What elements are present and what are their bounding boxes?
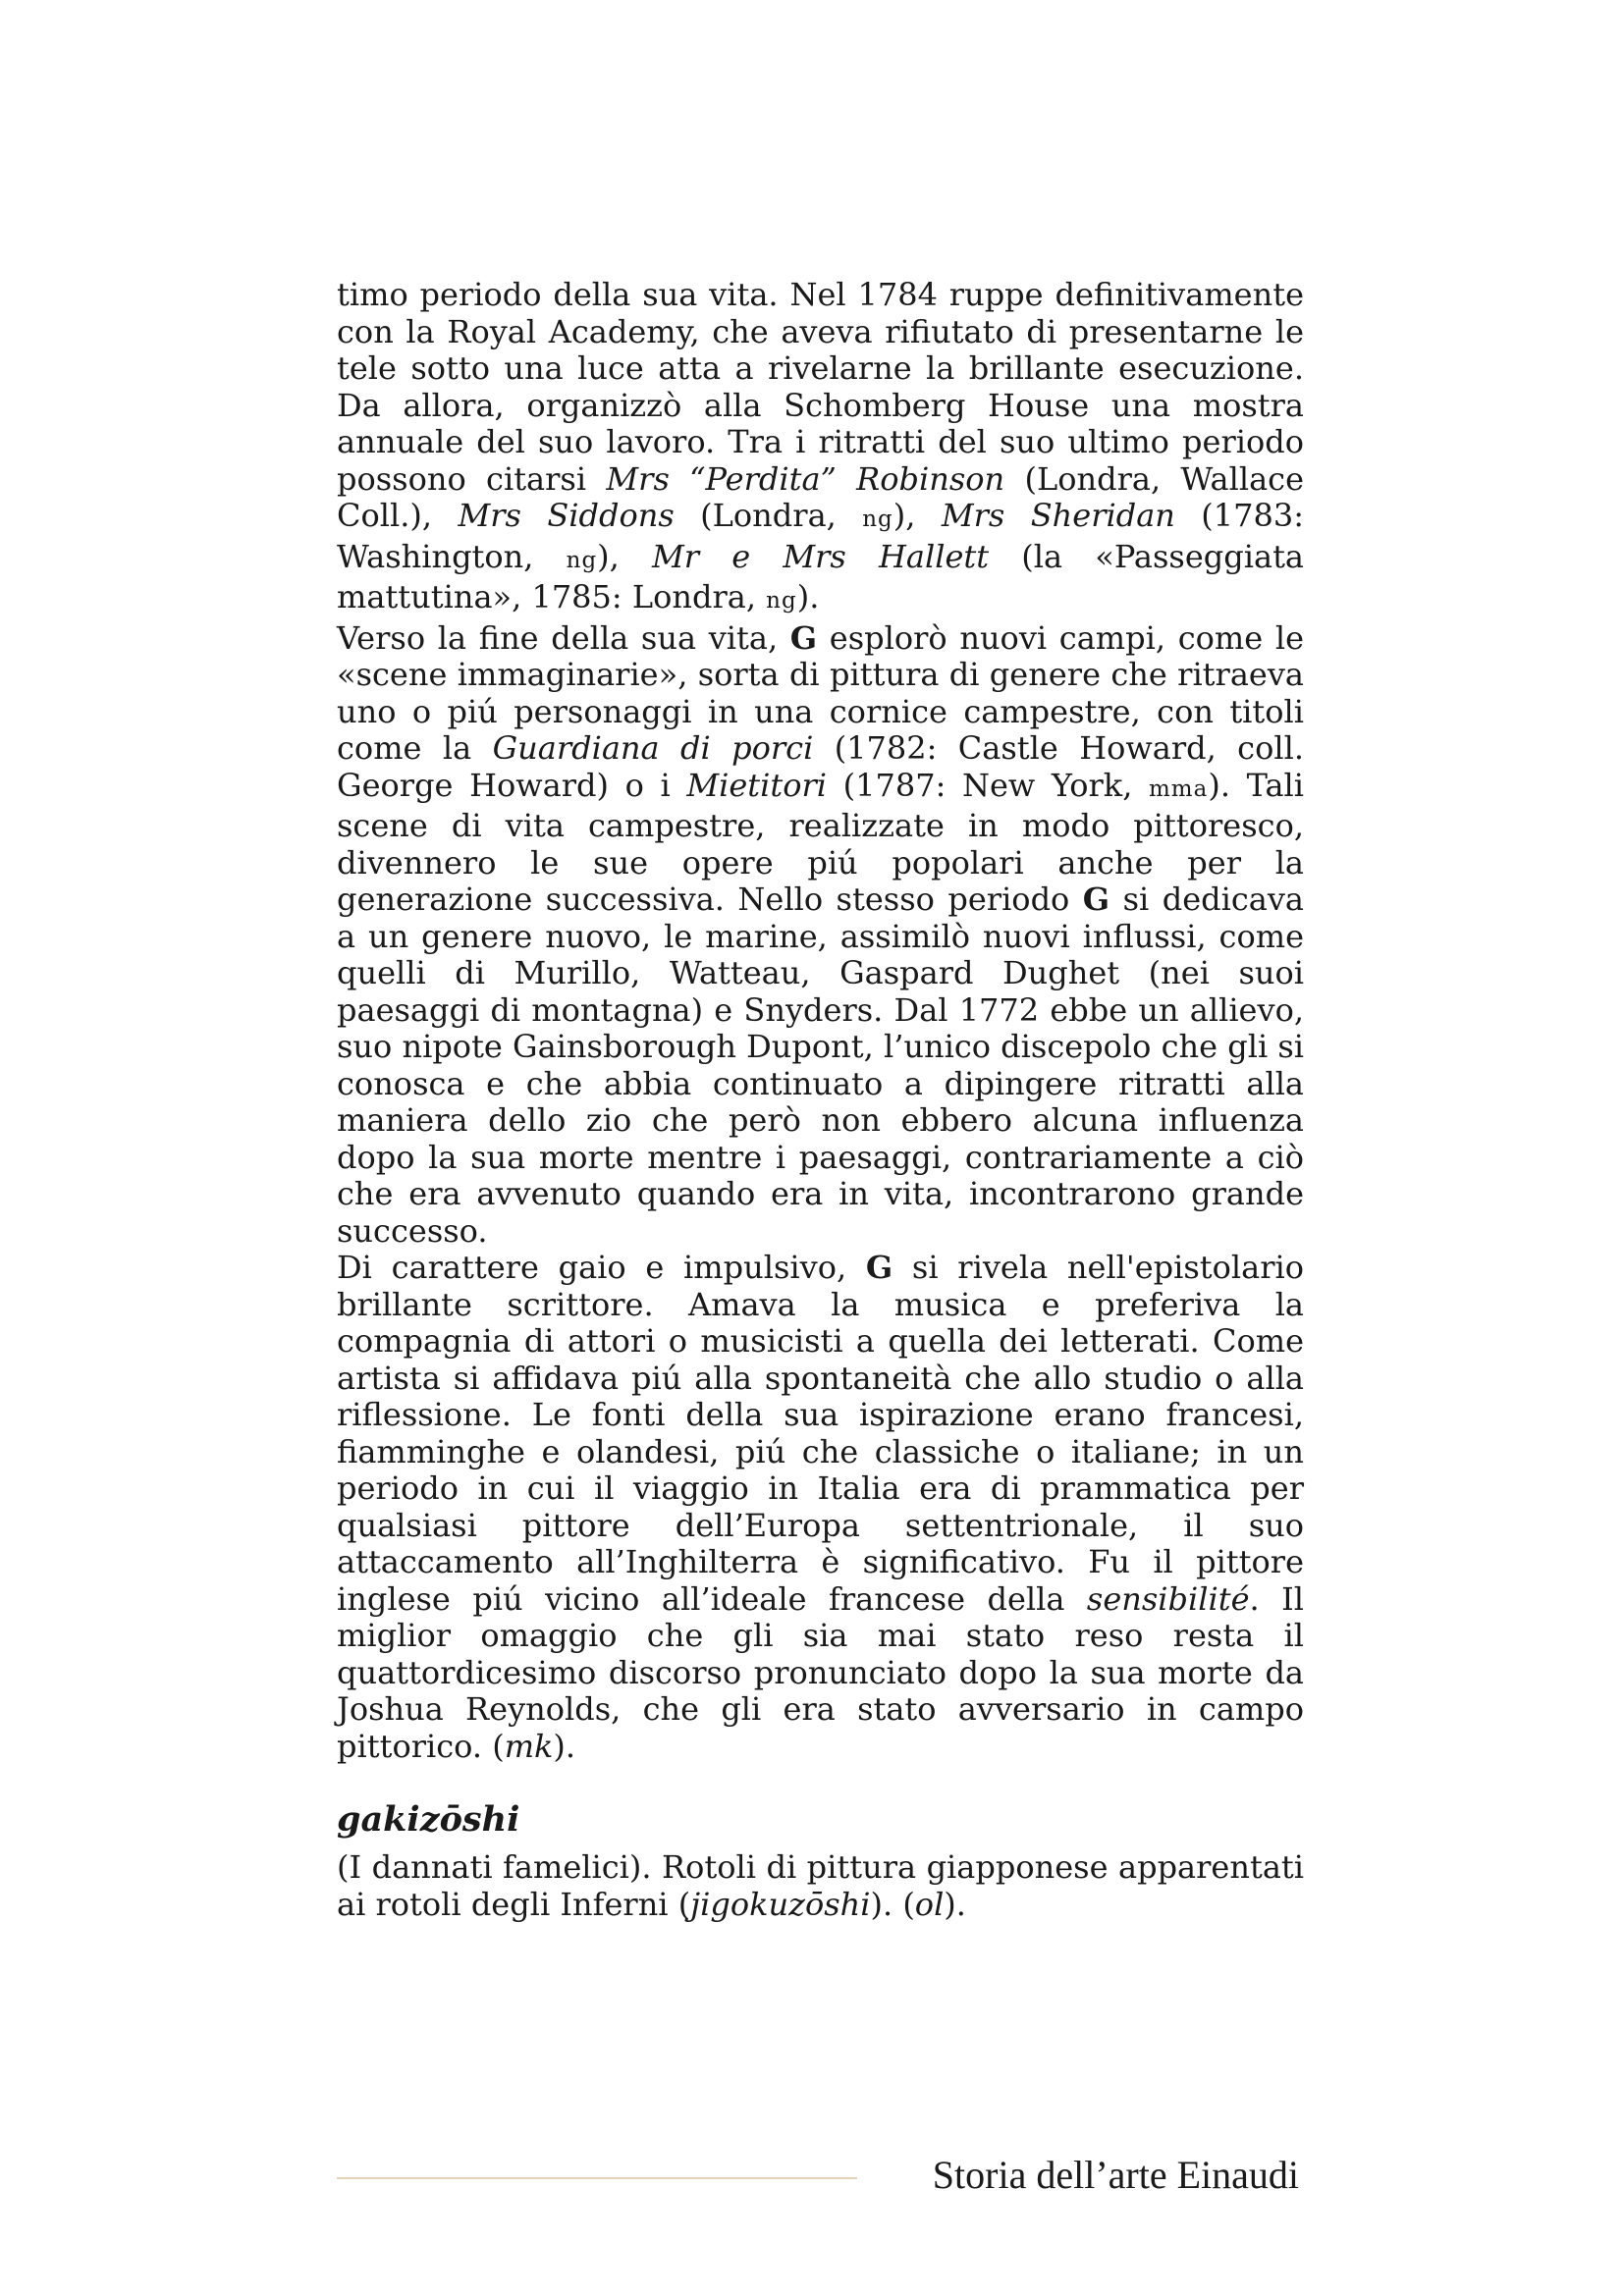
text-run: timo periodo della sua vita. Nel 1784 ruppe definitivamente con la Royal Academy, che aveva rifiutato di presentarne le tele sotto una luce atta a rivelarne la brillante esecuzione. Da allora, organizzò alla Schomberg House una mostra annuale del suo lavoro. Tra i ritratti del suo ultimo periodo possono citarsi [337, 276, 1304, 498]
text-run: (1783: Washington, [337, 497, 1304, 575]
text-run: Mrs “Perdita” Robinson [606, 459, 1005, 498]
text-run: G [789, 618, 818, 657]
page-body [337, 277, 1304, 1923]
text-run: ). [553, 1727, 576, 1765]
text-run: (Londra, Wallace Coll.), [337, 459, 1305, 534]
text-run: G [865, 1249, 893, 1286]
text-run: ol [914, 1885, 945, 1923]
text-run: ng [566, 547, 598, 573]
text-run: ng [766, 588, 797, 614]
text-run: (la «Passeggiata mattutina», 1785: Londra, [337, 537, 1304, 615]
entry-title: gakizōshi [337, 1799, 520, 1840]
text-run: si dedicava a un genere nuovo, le marine, assimilò nuovi influssi, come quelli di Murillo, Watteau, Gaspard Dughet (nei suoi paesaggi di montagna) e Snyders. Dal 1772 ebbe un allievo, suo nipote Gainsborough Dupont, l’unico discepolo che gli si conosca e che abbia continuato a dipingere ritratti alla maniera dello zio che però non ebbero alcuna influenza dopo la sua morte mentre i paesaggi, contrariamente a ciò che era avvenuto quando era in vita, incontrarono grande successo. [337, 881, 1305, 1250]
text-run: . Il miglior omaggio che gli sia mai stato reso resta il quattordicesimo discorso pronunciato dopo la sua morte da Joshua Reynolds, che gli era stato avversario in campo pittorico. ( [337, 1579, 1304, 1765]
text-run: sensibilité [1086, 1579, 1250, 1618]
footer [337, 2148, 1304, 2207]
text-run: (1782: Castle Howard, coll. George Howard) o i [337, 729, 1304, 804]
text-run: (I dannati famelici). Rotoli di pittura giapponese apparentati ai rotoli degli Inferni ( [337, 1848, 1304, 1923]
paragraph-2 [337, 620, 1304, 1251]
paragraph-4 [337, 1849, 1304, 1923]
text-run: ), [893, 497, 942, 534]
text-run: ). ( [870, 1885, 915, 1923]
text-run: si rivela nell'epistolario brillante scrittore. Amava la musica e preferiva la compagnia di attori o musicisti a quella dei letterati. Come artista si affidava piú alla spontaneità che allo studio o alla riflessione. Le fonti della sua ispirazione erano francesi, fiamminghe e olandesi, piú che classiche o italiane; in un periodo in cui il viaggio in Italia era di prammatica per qualsiasi pittore dell’Europa settentrionale, il suo attaccamento all’Inghilterra è significativo. Fu il pittore inglese piú vicino all’ideale francese della [337, 1249, 1305, 1618]
text-run: ), [597, 537, 652, 575]
text-run: Guardiana di porci [492, 729, 814, 767]
footer-title: Storia dell’arte Einaudi [932, 2153, 1299, 2197]
text-run: ). [944, 1885, 966, 1923]
footer-rule [337, 2177, 857, 2179]
text-run: (1787: New York, [827, 766, 1149, 804]
text-run: ). Tali scene di vita campestre, realizzate in modo pittoresco, divennero le sue opere piú popolari anche per la generazione successiva. Nello stesso periodo [337, 766, 1305, 918]
text-run: jigokuzōshi [690, 1885, 871, 1923]
text-run: Mr e Mrs Hallett [652, 537, 990, 575]
text-run: Mrs Siddons [458, 497, 675, 534]
text-run: Mrs Sheridan [941, 497, 1175, 534]
text-run: Di carattere gaio e impulsivo, [337, 1249, 866, 1286]
text-run: esplorò nuovi campi, come le «scene immaginarie», sorta di pittura di genere che ritraeva uno o piú personaggi in una cornice campestre, con titoli come la [337, 618, 1305, 767]
paragraph-1 [337, 277, 1304, 620]
text-run: ng [862, 507, 893, 532]
text-run: mk [504, 1727, 554, 1765]
text-run: G [1082, 881, 1110, 918]
text-run: (Londra, [674, 497, 863, 534]
text-run: ). [796, 578, 820, 615]
paragraph-3 [337, 1250, 1304, 1765]
text-run: mma [1148, 775, 1209, 802]
text-run: Mietitori [686, 766, 828, 804]
text-run: Verso la fine della sua vita, [337, 618, 790, 657]
